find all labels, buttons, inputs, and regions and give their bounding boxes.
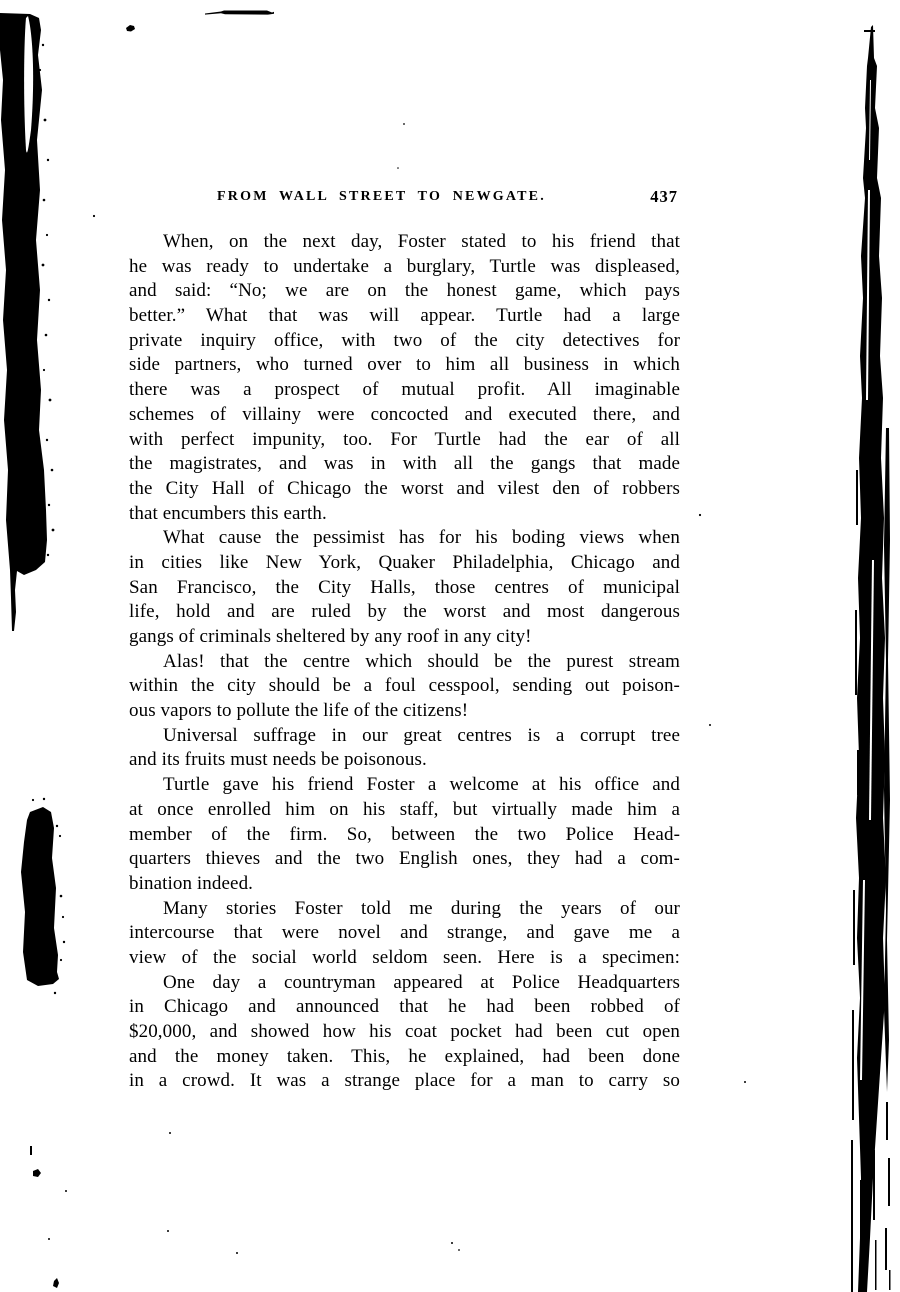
text-line: in cities like New York, Quaker Philadelphia, Chicago and xyxy=(129,551,680,573)
scan-stipple-left xyxy=(39,44,95,556)
text-line: in Chicago and announced that he had been robbed of xyxy=(129,996,680,1018)
text-line: that encumbers this earth. xyxy=(129,502,327,524)
text-line: within the city should be a foul cesspool, sending out poison- xyxy=(129,675,680,697)
text-line: intercourse that were novel and strange, and gave me a xyxy=(129,922,680,944)
paragraph xyxy=(129,773,680,896)
text-line: Many stories Foster told me during the years of our xyxy=(163,897,680,919)
scan-tick-right-top xyxy=(864,30,875,32)
text-line: and the money taken. This, he explained, had been done xyxy=(129,1045,680,1067)
text-line: in a crowd. It was a strange place for a man to carry so xyxy=(129,1070,680,1092)
scan-streak-right-secondary-fragments xyxy=(885,1102,891,1290)
paragraph xyxy=(129,897,680,971)
paragraph xyxy=(129,971,680,1094)
text-line: the magistrates, and was in with all the gangs that made xyxy=(129,453,680,475)
paragraph xyxy=(129,724,680,773)
text-line: quarters thieves and the two English ones, they had a com- xyxy=(129,848,680,870)
text-line: When, on the next day, Foster stated to his friend that xyxy=(163,231,680,252)
text-line: there was a prospect of mutual profit. All imaginable xyxy=(129,379,680,401)
scan-speck-bottom-left-2 xyxy=(53,1278,59,1288)
text-line: view of the social world seldom seen. Here is a specimen: xyxy=(129,946,680,968)
text-line: $20,000, and showed how his coat pocket had been cut open xyxy=(129,1021,680,1042)
running-head xyxy=(129,189,680,209)
page-number: 437 xyxy=(650,187,678,206)
text-line: with perfect impunity, too. For Turtle had the ear of all xyxy=(129,428,680,450)
text-line: ous vapors to pollute the life of the citizens! xyxy=(129,700,469,722)
text-line: and its fruits must needs be poisonous. xyxy=(129,749,427,771)
scan-streak-top-line xyxy=(205,11,274,15)
paragraph xyxy=(129,230,680,526)
text-line: Alas! that the centre which should be the purest stream xyxy=(163,650,680,672)
paragraph xyxy=(129,526,680,649)
text-line: side partners, who turned over to him all business in which xyxy=(129,354,680,376)
text-line: and said: “No; we are on the honest game, which pays xyxy=(129,280,680,302)
scan-blob-left-bottom xyxy=(21,807,59,986)
text-line: the City Hall of Chicago the worst and vilest den of robbers xyxy=(129,477,680,499)
paragraph xyxy=(129,650,680,724)
text-line: at once enrolled him on his staff, but virtually made him a xyxy=(129,798,680,820)
text-line: gangs of criminals sheltered by any roof in any city! xyxy=(129,626,532,647)
text-line: schemes of villainy were concocted and executed there, and xyxy=(129,403,680,425)
page-text xyxy=(129,230,680,1094)
text-line: better.” What that was will appear. Turtle had a large xyxy=(129,305,680,327)
text-line: Universal suffrage in our great centres is a corrupt tree xyxy=(163,724,680,746)
scan-speck-bottom-left-1 xyxy=(33,1169,41,1177)
text-line: Turtle gave his friend Foster a welcome at his office and xyxy=(163,774,680,796)
text-line: member of the firm. So, between the two Police Head- xyxy=(129,823,680,845)
text-line: he was ready to undertake a burglary, Turtle was displeased, xyxy=(129,255,680,277)
text-line: What cause the pessimist has for his boding views when xyxy=(163,527,680,549)
scan-blob-left-top xyxy=(0,13,47,631)
text-line: private inquiry office, with two of the city detectives for xyxy=(129,329,680,351)
scan-speck-top xyxy=(126,25,135,32)
text-line: bination indeed. xyxy=(129,872,254,894)
scan-tick-bottom-left xyxy=(30,1146,32,1155)
text-line: San Francisco, the City Halls, those centres of municipal xyxy=(129,576,680,598)
text-line: One day a countryman appeared at Police Headquarters xyxy=(163,971,680,993)
text-line: life, hold and are ruled by the worst and most dangerous xyxy=(129,601,680,623)
running-head-title: FROM WALL STREET TO NEWGATE. xyxy=(217,189,546,204)
scan-streak-right-secondary xyxy=(884,428,890,1092)
